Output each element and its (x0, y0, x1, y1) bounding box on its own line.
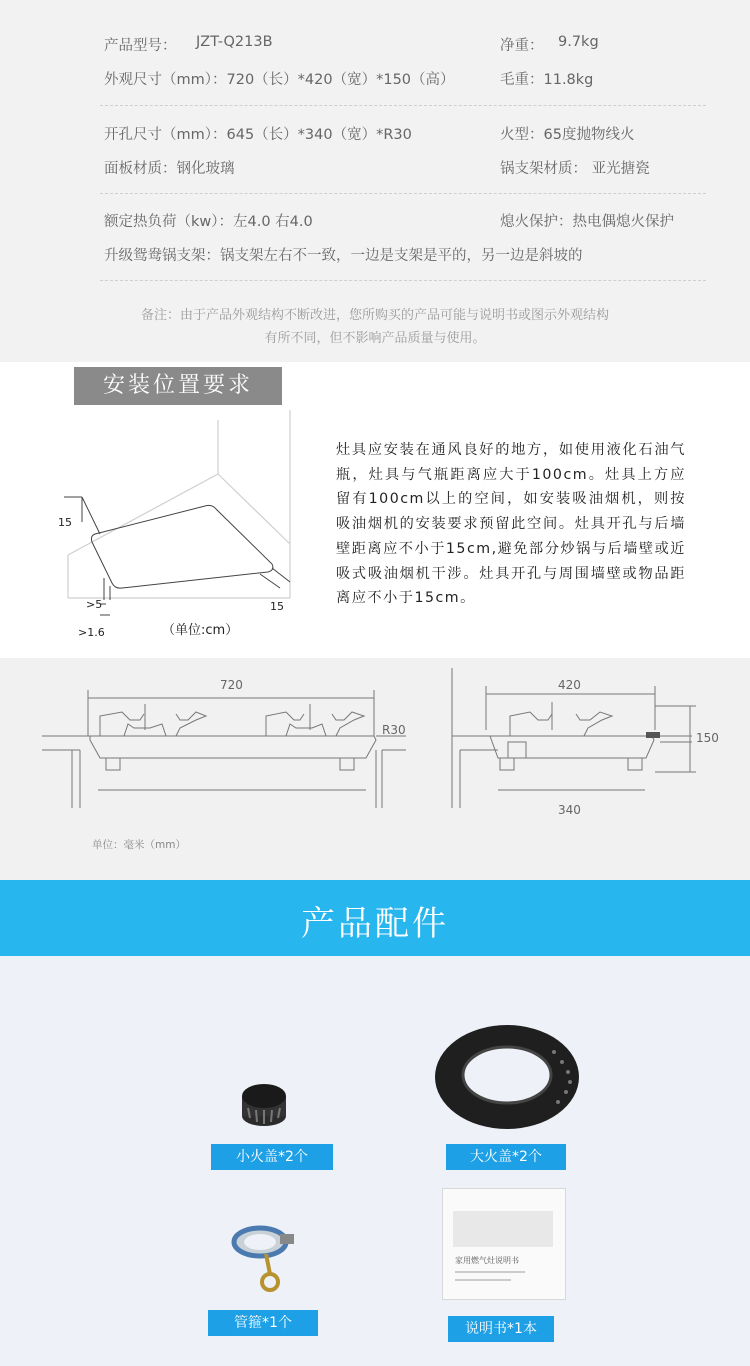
large-burner-cap-label: 大火盖*2个 (446, 1144, 566, 1170)
manual-text-line (455, 1271, 525, 1273)
size-spec: 外观尺寸（mm）：720（长）*420（宽）*150（高） (104, 72, 455, 88)
large-burner-cap-image (432, 1022, 582, 1132)
dim-15-left: 15 (58, 516, 72, 529)
model-label: 产品型号： (104, 38, 177, 54)
divider (100, 105, 706, 106)
panel-material: 面板材质：钢化玻璃 (104, 161, 235, 177)
flameout-protection: 熄火保护：热电偶熄火保护 (500, 214, 674, 230)
dim-340: 340 (558, 803, 581, 817)
dim-r30: R30 (382, 723, 406, 737)
dimension-section (0, 658, 750, 880)
manual-label: 说明书*1本 (448, 1316, 554, 1342)
dim-unit: 单位：毫米（mm） (92, 839, 186, 851)
dim-1-6: >1.6 (78, 626, 105, 639)
install-unit: （单位:cm） (162, 623, 239, 638)
model-value: JZT-Q213B (196, 34, 273, 50)
install-section (0, 362, 750, 658)
accessories-banner (0, 880, 750, 956)
dim-720: 720 (220, 678, 243, 692)
small-burner-cap-label: 小火盖*2个 (211, 1144, 333, 1170)
divider (100, 280, 706, 281)
note-line-1: 备注：由于产品外观结构不断改进，您所购买的产品可能与说明书或图示外观结构 (140, 308, 609, 323)
dim-5: >5 (86, 598, 103, 611)
divider (100, 193, 706, 194)
note-line-2: 有所不同，但不影响产品质量与使用。 (264, 331, 486, 346)
dim-150: 150 (696, 731, 719, 745)
upgrade-support: 升级鸳鸯锅支架：锅支架左右不一致，一边是支架是平的，另一边是斜坡的 (104, 248, 583, 264)
dim-420: 420 (558, 678, 581, 692)
install-description: 灶具应安装在通风良好的地方，如使用液化石油气瓶，灶具与气瓶距离应大于100cm。灶具上方应留有100cm以上的空间，如安装吸油烟机，则按吸油烟机的安装要求预留此空间。灶具开孔与后墙壁距离应不小于15cm,避免部分炒锅与后墙壁或近吸式吸油烟机干涉。灶具开孔与周围墙壁或物品距离应不小于15cm。 (336, 442, 686, 607)
manual-text-line (455, 1279, 511, 1281)
hose-clamp-image (228, 1218, 298, 1298)
install-title: 安装位置要求 (74, 367, 282, 405)
net-weight-value: 9.7kg (558, 34, 599, 50)
heat-load: 额定热负荷（kw）：左4.0 右4.0 (104, 214, 313, 230)
gross-weight: 毛重：11.8kg (500, 72, 594, 88)
manual-title: 家用燃气灶说明书 (455, 1256, 519, 1265)
manual-illustration (453, 1211, 553, 1247)
specs-section (0, 0, 750, 362)
support-material: 锅支架材质： 亚光搪瓷 (500, 161, 650, 177)
cutout-spec: 开孔尺寸（mm）：645（长）*340（宽）*R30 (104, 127, 412, 143)
dimension-drawings (0, 658, 750, 880)
manual-image (442, 1188, 566, 1300)
fire-type: 火型：65度抛物线火 (500, 127, 635, 143)
net-weight-label: 净重： (500, 38, 544, 54)
accessories-section (0, 956, 750, 1366)
dim-15-right: 15 (270, 600, 284, 613)
accessories-title: 产品配件 (301, 904, 449, 944)
small-burner-cap-image (232, 1072, 296, 1136)
install-diagram (40, 410, 310, 650)
hose-clamp-label: 管箍*1个 (208, 1310, 318, 1336)
